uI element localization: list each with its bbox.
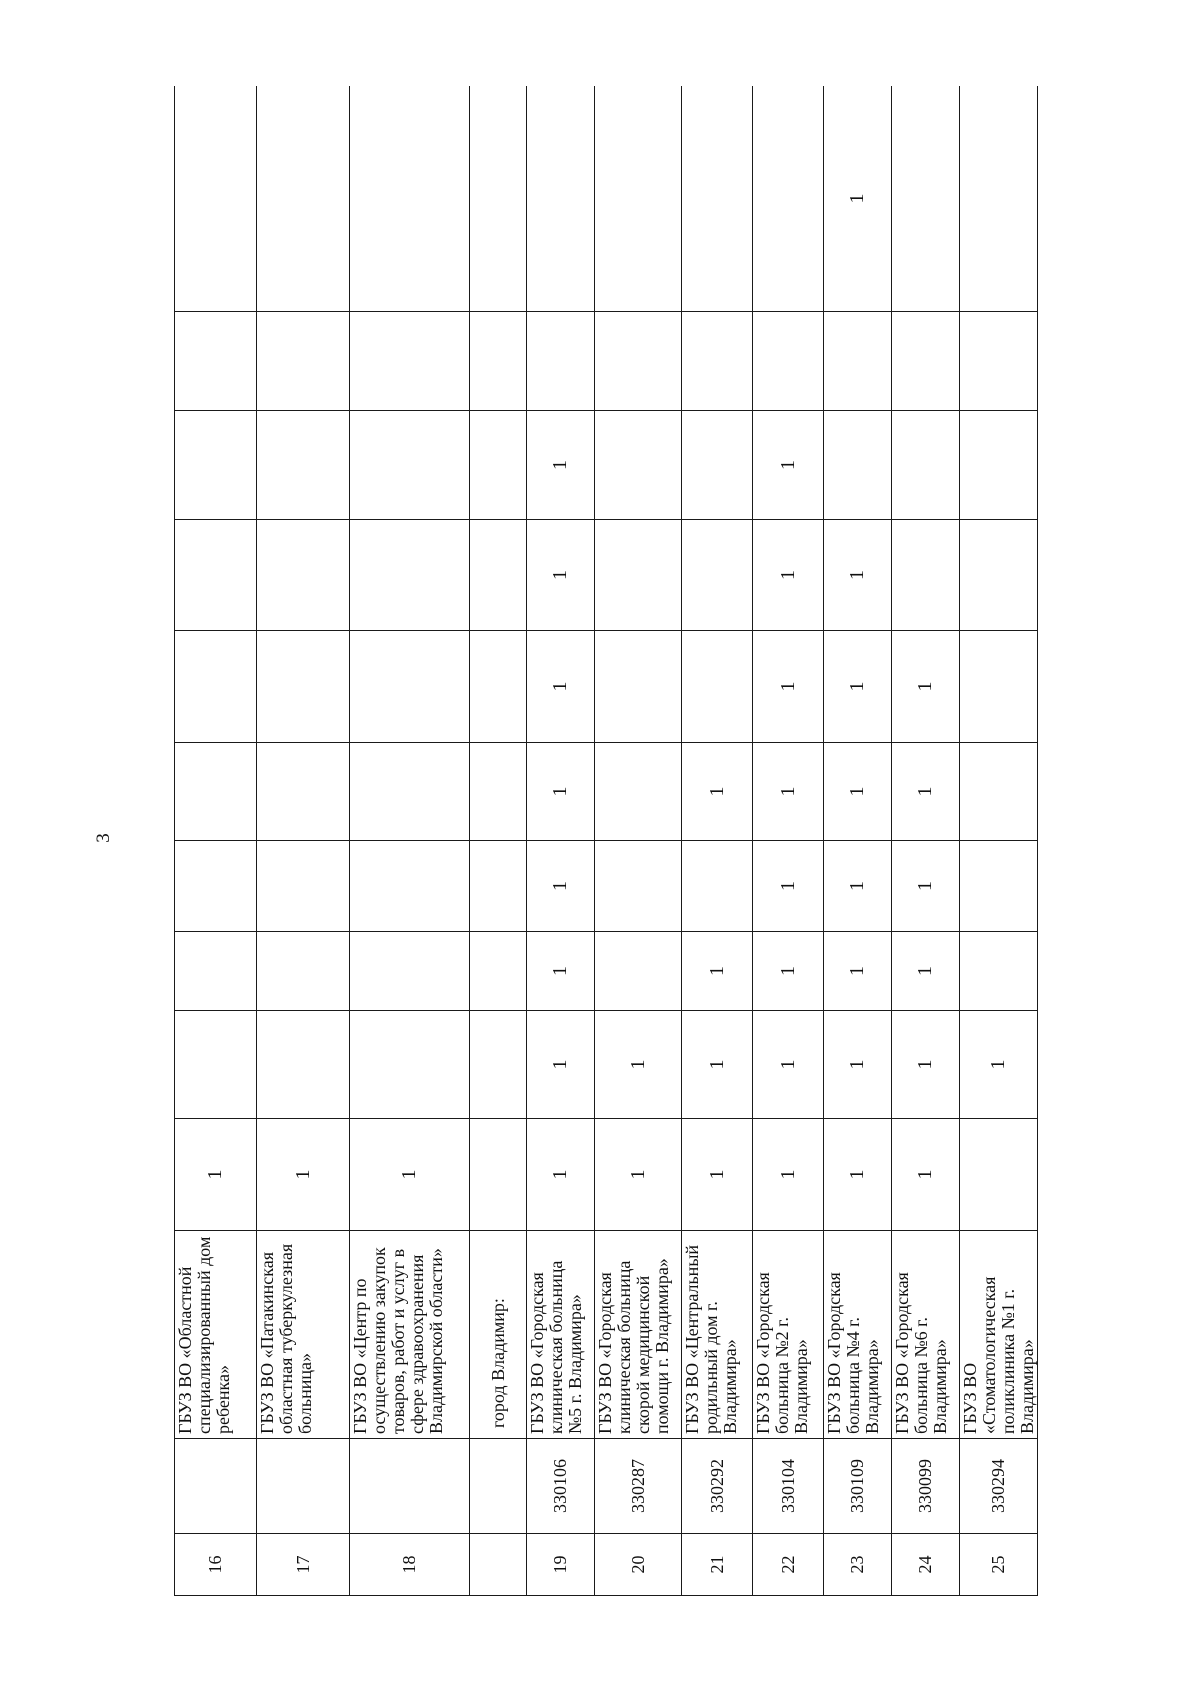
registry-table <box>174 86 1038 1596</box>
mark-cell: 1 <box>892 841 960 932</box>
mark-cell <box>257 841 350 932</box>
mark-cell <box>470 1011 527 1119</box>
institution-code-cell: 330099 <box>892 1439 960 1534</box>
institution-name-cell: ГБУЗ ВО «Стоматологическая поликлиника №1 г. Владимира» <box>960 1231 1038 1439</box>
institution-code-cell <box>350 1439 470 1534</box>
table-row <box>350 86 470 1596</box>
mark-cell <box>682 312 753 411</box>
mark-cell <box>753 86 824 312</box>
mark-cell: 1 <box>527 1011 595 1119</box>
mark-cell <box>350 841 470 932</box>
mark-cell: 1 <box>595 1119 682 1231</box>
mark-cell <box>960 1119 1038 1231</box>
table-row <box>682 86 753 1596</box>
mark-cell: 1 <box>175 1119 257 1231</box>
institution-name-cell: ГБУЗ ВО «Городская больница №4 г. Владимира» <box>824 1231 892 1439</box>
page-number: 3 <box>93 833 114 843</box>
mark-cell <box>960 841 1038 932</box>
mark-cell: 1 <box>753 932 824 1011</box>
mark-cell <box>960 312 1038 411</box>
row-number-cell: 22 <box>753 1534 824 1596</box>
institution-code-cell: 330292 <box>682 1439 753 1534</box>
mark-cell <box>595 86 682 312</box>
mark-cell <box>682 86 753 312</box>
mark-cell: 1 <box>527 841 595 932</box>
mark-cell <box>350 86 470 312</box>
mark-cell <box>595 520 682 631</box>
mark-cell <box>960 932 1038 1011</box>
institution-code-cell: 330109 <box>824 1439 892 1534</box>
mark-cell <box>175 631 257 743</box>
mark-cell: 1 <box>892 743 960 841</box>
row-number-cell: 25 <box>960 1534 1038 1596</box>
institution-name-cell: ГБУЗ ВО «Городская больница №6 г. Владимира» <box>892 1231 960 1439</box>
mark-cell: 1 <box>892 1011 960 1119</box>
mark-cell: 1 <box>527 520 595 631</box>
mark-cell <box>175 86 257 312</box>
table-rotator <box>174 86 1115 1596</box>
institution-code-cell: 330294 <box>960 1439 1038 1534</box>
mark-cell <box>595 631 682 743</box>
mark-cell <box>470 932 527 1011</box>
mark-cell <box>175 841 257 932</box>
mark-cell: 1 <box>824 631 892 743</box>
mark-cell: 1 <box>682 1011 753 1119</box>
mark-cell <box>470 312 527 411</box>
institution-code-cell: 330106 <box>527 1439 595 1534</box>
mark-cell <box>682 631 753 743</box>
institution-name-cell: ГБУЗ ВО «Областной специализированный дом ребенка» <box>175 1231 257 1439</box>
mark-cell: 1 <box>753 841 824 932</box>
mark-cell: 1 <box>527 411 595 520</box>
mark-cell: 1 <box>892 932 960 1011</box>
institution-name-cell: ГБУЗ ВО «Центр по осуществлению закупок товаров, работ и услуг в сфере здравоохранения Владимирской области» <box>350 1231 470 1439</box>
institution-name-cell: ГБУЗ ВО «Патакинская областная туберкулезная больница» <box>257 1231 350 1439</box>
mark-cell <box>595 411 682 520</box>
mark-cell <box>824 411 892 520</box>
mark-cell: 1 <box>892 1119 960 1231</box>
mark-cell <box>753 312 824 411</box>
row-number-cell: 21 <box>682 1534 753 1596</box>
mark-cell <box>682 411 753 520</box>
institution-code-cell <box>175 1439 257 1534</box>
institution-code-cell <box>470 1439 527 1534</box>
mark-cell <box>350 932 470 1011</box>
mark-cell: 1 <box>824 841 892 932</box>
institution-name-cell: город Владимир: <box>470 1231 527 1439</box>
mark-cell: 1 <box>892 631 960 743</box>
mark-cell <box>350 743 470 841</box>
mark-cell <box>470 841 527 932</box>
mark-cell <box>257 86 350 312</box>
mark-cell <box>175 743 257 841</box>
mark-cell <box>257 520 350 631</box>
mark-cell <box>527 86 595 312</box>
mark-cell: 1 <box>753 743 824 841</box>
mark-cell <box>257 1011 350 1119</box>
mark-cell: 1 <box>350 1119 470 1231</box>
mark-cell <box>470 86 527 312</box>
institution-name-cell: ГБУЗ ВО «Центральный родильный дом г. Владимира» <box>682 1231 753 1439</box>
mark-cell <box>682 841 753 932</box>
mark-cell <box>257 411 350 520</box>
mark-cell <box>527 312 595 411</box>
mark-cell <box>175 932 257 1011</box>
table-row <box>470 86 527 1596</box>
mark-cell <box>470 520 527 631</box>
mark-cell <box>350 631 470 743</box>
mark-cell <box>257 932 350 1011</box>
institution-code-cell: 330104 <box>753 1439 824 1534</box>
institution-name-cell: ГБУЗ ВО «Городская клиническая больница скорой медицинской помощи г. Владимира» <box>595 1231 682 1439</box>
mark-cell: 1 <box>753 631 824 743</box>
mark-cell: 1 <box>824 743 892 841</box>
row-number-cell: 18 <box>350 1534 470 1596</box>
mark-cell: 1 <box>682 932 753 1011</box>
table-row <box>527 86 595 1596</box>
mark-cell <box>595 312 682 411</box>
row-number-cell <box>470 1534 527 1596</box>
institution-code-cell: 330287 <box>595 1439 682 1534</box>
mark-cell <box>892 312 960 411</box>
mark-cell: 1 <box>753 411 824 520</box>
mark-cell: 1 <box>824 1119 892 1231</box>
mark-cell: 1 <box>753 1119 824 1231</box>
table-row <box>892 86 960 1596</box>
rotated-table-sheet <box>174 86 1115 1596</box>
mark-cell <box>175 411 257 520</box>
institution-code-cell <box>257 1439 350 1534</box>
mark-cell <box>257 743 350 841</box>
mark-cell <box>175 520 257 631</box>
mark-cell <box>257 312 350 411</box>
mark-cell <box>960 631 1038 743</box>
mark-cell <box>470 411 527 520</box>
mark-cell <box>257 631 350 743</box>
registry-table-body <box>175 86 1038 1596</box>
mark-cell <box>470 631 527 743</box>
table-row <box>175 86 257 1596</box>
mark-cell <box>892 520 960 631</box>
mark-cell <box>350 520 470 631</box>
mark-cell: 1 <box>527 1119 595 1231</box>
mark-cell: 1 <box>257 1119 350 1231</box>
mark-cell: 1 <box>682 1119 753 1231</box>
table-row <box>257 86 350 1596</box>
row-number-cell: 23 <box>824 1534 892 1596</box>
mark-cell: 1 <box>682 743 753 841</box>
mark-cell: 1 <box>753 520 824 631</box>
mark-cell: 1 <box>527 932 595 1011</box>
table-row <box>595 86 682 1596</box>
mark-cell <box>595 841 682 932</box>
mark-cell: 1 <box>753 1011 824 1119</box>
mark-cell <box>350 1011 470 1119</box>
mark-cell <box>350 411 470 520</box>
mark-cell <box>470 1119 527 1231</box>
mark-cell: 1 <box>527 743 595 841</box>
table-row <box>753 86 824 1596</box>
row-number-cell: 19 <box>527 1534 595 1596</box>
mark-cell <box>682 520 753 631</box>
mark-cell <box>175 312 257 411</box>
mark-cell <box>595 743 682 841</box>
mark-cell: 1 <box>824 520 892 631</box>
mark-cell: 1 <box>527 631 595 743</box>
mark-cell <box>175 1011 257 1119</box>
mark-cell: 1 <box>595 1011 682 1119</box>
table-row <box>824 86 892 1596</box>
row-number-cell: 16 <box>175 1534 257 1596</box>
mark-cell <box>824 312 892 411</box>
row-number-cell: 20 <box>595 1534 682 1596</box>
mark-cell <box>960 411 1038 520</box>
table-row <box>960 86 1038 1596</box>
mark-cell: 1 <box>824 86 892 312</box>
row-number-cell: 17 <box>257 1534 350 1596</box>
institution-name-cell: ГБУЗ ВО «Городская клиническая больница №5 г. Владимира» <box>527 1231 595 1439</box>
mark-cell <box>960 743 1038 841</box>
mark-cell: 1 <box>824 1011 892 1119</box>
institution-name-cell: ГБУЗ ВО «Городская больница №2 г. Владимира» <box>753 1231 824 1439</box>
mark-cell: 1 <box>960 1011 1038 1119</box>
mark-cell <box>892 86 960 312</box>
mark-cell <box>595 932 682 1011</box>
row-number-cell: 24 <box>892 1534 960 1596</box>
mark-cell: 1 <box>824 932 892 1011</box>
mark-cell <box>960 86 1038 312</box>
mark-cell <box>470 743 527 841</box>
mark-cell <box>892 411 960 520</box>
mark-cell <box>960 520 1038 631</box>
mark-cell <box>350 312 470 411</box>
